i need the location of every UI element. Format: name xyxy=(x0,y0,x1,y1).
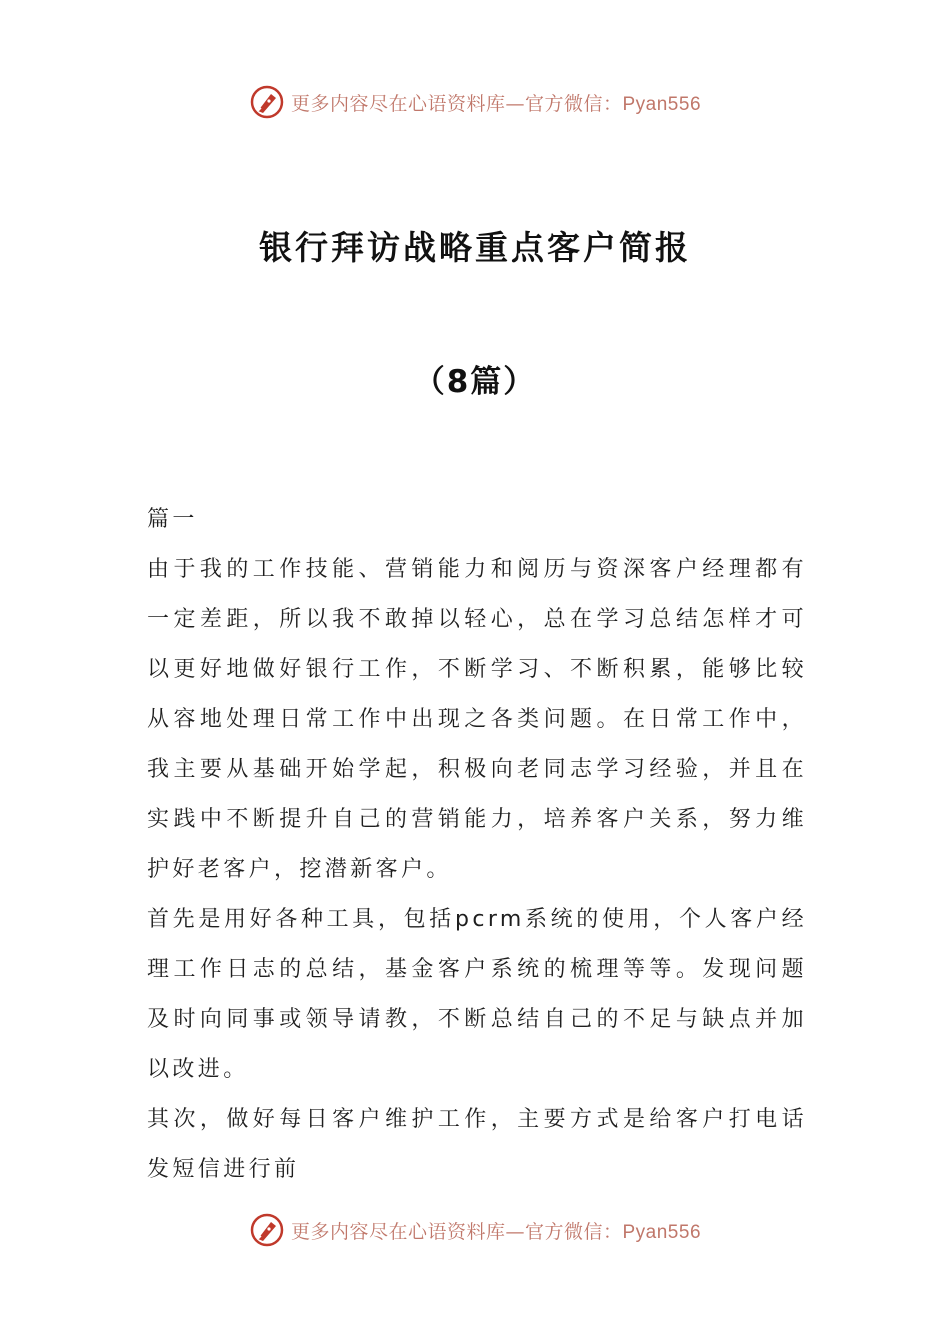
watermark-text: 更多内容尽在心语资料库—官方微信：Pyan556 xyxy=(290,1220,702,1243)
watermark-wechat-id: Pyan556 xyxy=(622,93,702,115)
header-watermark xyxy=(0,82,950,122)
section-heading: 篇一 xyxy=(147,507,198,532)
pen-nib-logo-icon xyxy=(249,1212,285,1248)
body-paragraph: 由于我的工作技能、营销能力和阅历与资深客户经理都有一定差距，所以我不敢掉以轻心，总在学习总结怎样才可以更好地做好银行工作，不断学习、不断积累，能够比较从容地处理日常工作中出现之各类问题。在日常工作中，我主要从基础开始学起，积极向老同志学习经验，并且在实践中不断提升自己的营销能力，培养客户关系，努力维护好老客户，挖潜新客户。 xyxy=(147,557,807,882)
body-paragraph: 首先是用好各种工具，包括pcrm系统的使用，个人客户经理工作日志的总结，基金客户系统的梳理等等。发现问题及时向同事或领导请教，不断总结自己的不足与缺点并加以改进。 xyxy=(147,907,807,1082)
pen-nib-logo-icon xyxy=(249,84,285,120)
watermark-text: 更多内容尽在心语资料库—官方微信：Pyan556 xyxy=(290,92,702,115)
footer-watermark xyxy=(0,1210,950,1250)
document-subtitle: （8篇） xyxy=(413,364,537,400)
document-body xyxy=(147,495,807,1195)
body-paragraph: 其次，做好每日客户维护工作，主要方式是给客户打电话发短信进行前 xyxy=(147,1107,807,1182)
document-title: 银行拜访战略重点客户简报 xyxy=(259,228,691,267)
watermark-wechat-id: Pyan556 xyxy=(622,1221,702,1243)
